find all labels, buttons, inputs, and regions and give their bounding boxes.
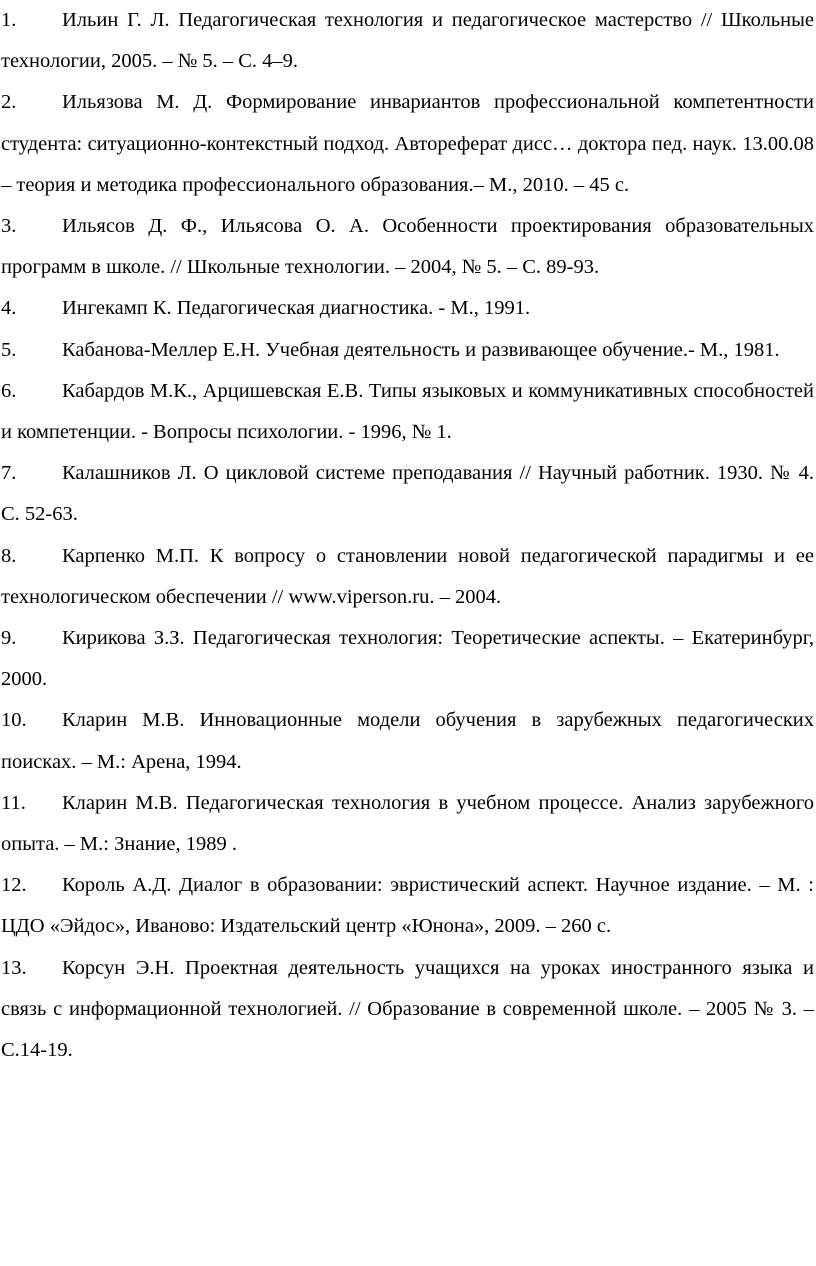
reference-item [1,82,814,206]
reference-number: 9. [1,627,17,650]
reference-item [1,618,814,700]
reference-number: 12. [1,874,27,897]
reference-item [1,783,814,865]
reference-text: Кларин М.В. Инновационные модели обучения в зарубежных педагогических поисках. – М.: Арена, 1994. [1,709,814,773]
reference-text: Кирикова З.З. Педагогическая технология: Теоретические аспекты. – Екатеринбург, 2000. [1,627,814,691]
reference-number: 7. [1,462,17,485]
reference-item [1,0,814,82]
reference-item [1,700,814,782]
reference-text: Кабанова-Меллер Е.Н. Учебная деятельность и развивающее обучение.- М., 1981. [62,338,780,361]
reference-number: 6. [1,379,17,402]
reference-text: Корсун Э.Н. Проектная деятельность учащихся на уроках иностранного языка и связь с информационной технологией. // Образование в современной школе. – 2005 № 3. – С.14-19. [1,956,814,1062]
reference-number: 2. [1,91,17,114]
reference-text: Кабардов М.К., Арцишевская Е.В. Типы языковых и коммуникативных способностей и компетенции. - Вопросы психологии. - 1996, № 1. [1,379,814,444]
reference-text: Калашников Л. О цикловой системе преподавания // Научный работник. 1930. № 4. С. 52-63. [1,462,814,526]
reference-text: Король А.Д. Диалог в образовании: эвристический аспект. Научное издание. – М. : ЦДО «Эйдос», Иваново: Издательский центр «Юнона», 2009. – 260 с. [1,874,814,938]
reference-item [1,206,814,288]
reference-text: Кларин М.В. Педагогическая технология в учебном процессе. Анализ зарубежного опыта. – М.: Знание, 1989 . [1,791,814,856]
reference-text: Ильязова М. Д. Формирование инвариантов профессиональной компетентности студента: ситуационно-контекстный подход. Автореферат дисс… доктора пед. наук. 13.00.08 – теория и методика профессионального образования.– М., 2010. – 45 с. [1,91,814,196]
reference-item [1,536,814,618]
reference-number: 10. [1,709,27,732]
reference-item [1,288,814,329]
reference-item [1,453,814,535]
reference-number: 11. [1,791,26,814]
reference-text: Ильин Г. Л. Педагогическая технология и педагогическое мастерство // Школьные технологии, 2005. – № 5. – С. 4–9. [1,9,814,73]
reference-number: 5. [1,338,17,361]
reference-item [1,948,814,1072]
reference-text: Карпенко М.П. К вопросу о становлении новой педагогической парадигмы и ее технологическом обеспечении // www.viperson.ru. – 2004. [1,544,814,608]
reference-text: Ингекамп К. Педагогическая диагностика. - М., 1991. [62,297,531,320]
reference-number: 13. [1,956,27,979]
reference-number: 8. [1,544,17,567]
reference-number: 1. [1,9,17,31]
reference-number: 4. [1,297,17,320]
reference-number: 3. [1,215,17,238]
reference-text: Ильясов Д. Ф., Ильясова О. А. Особенности проектирования образовательных программ в школе. // Школьные технологии. – 2004, № 5. – С. 89-93. [1,215,814,279]
reference-item [1,330,814,371]
reference-item [1,371,814,453]
reference-item [1,865,814,947]
